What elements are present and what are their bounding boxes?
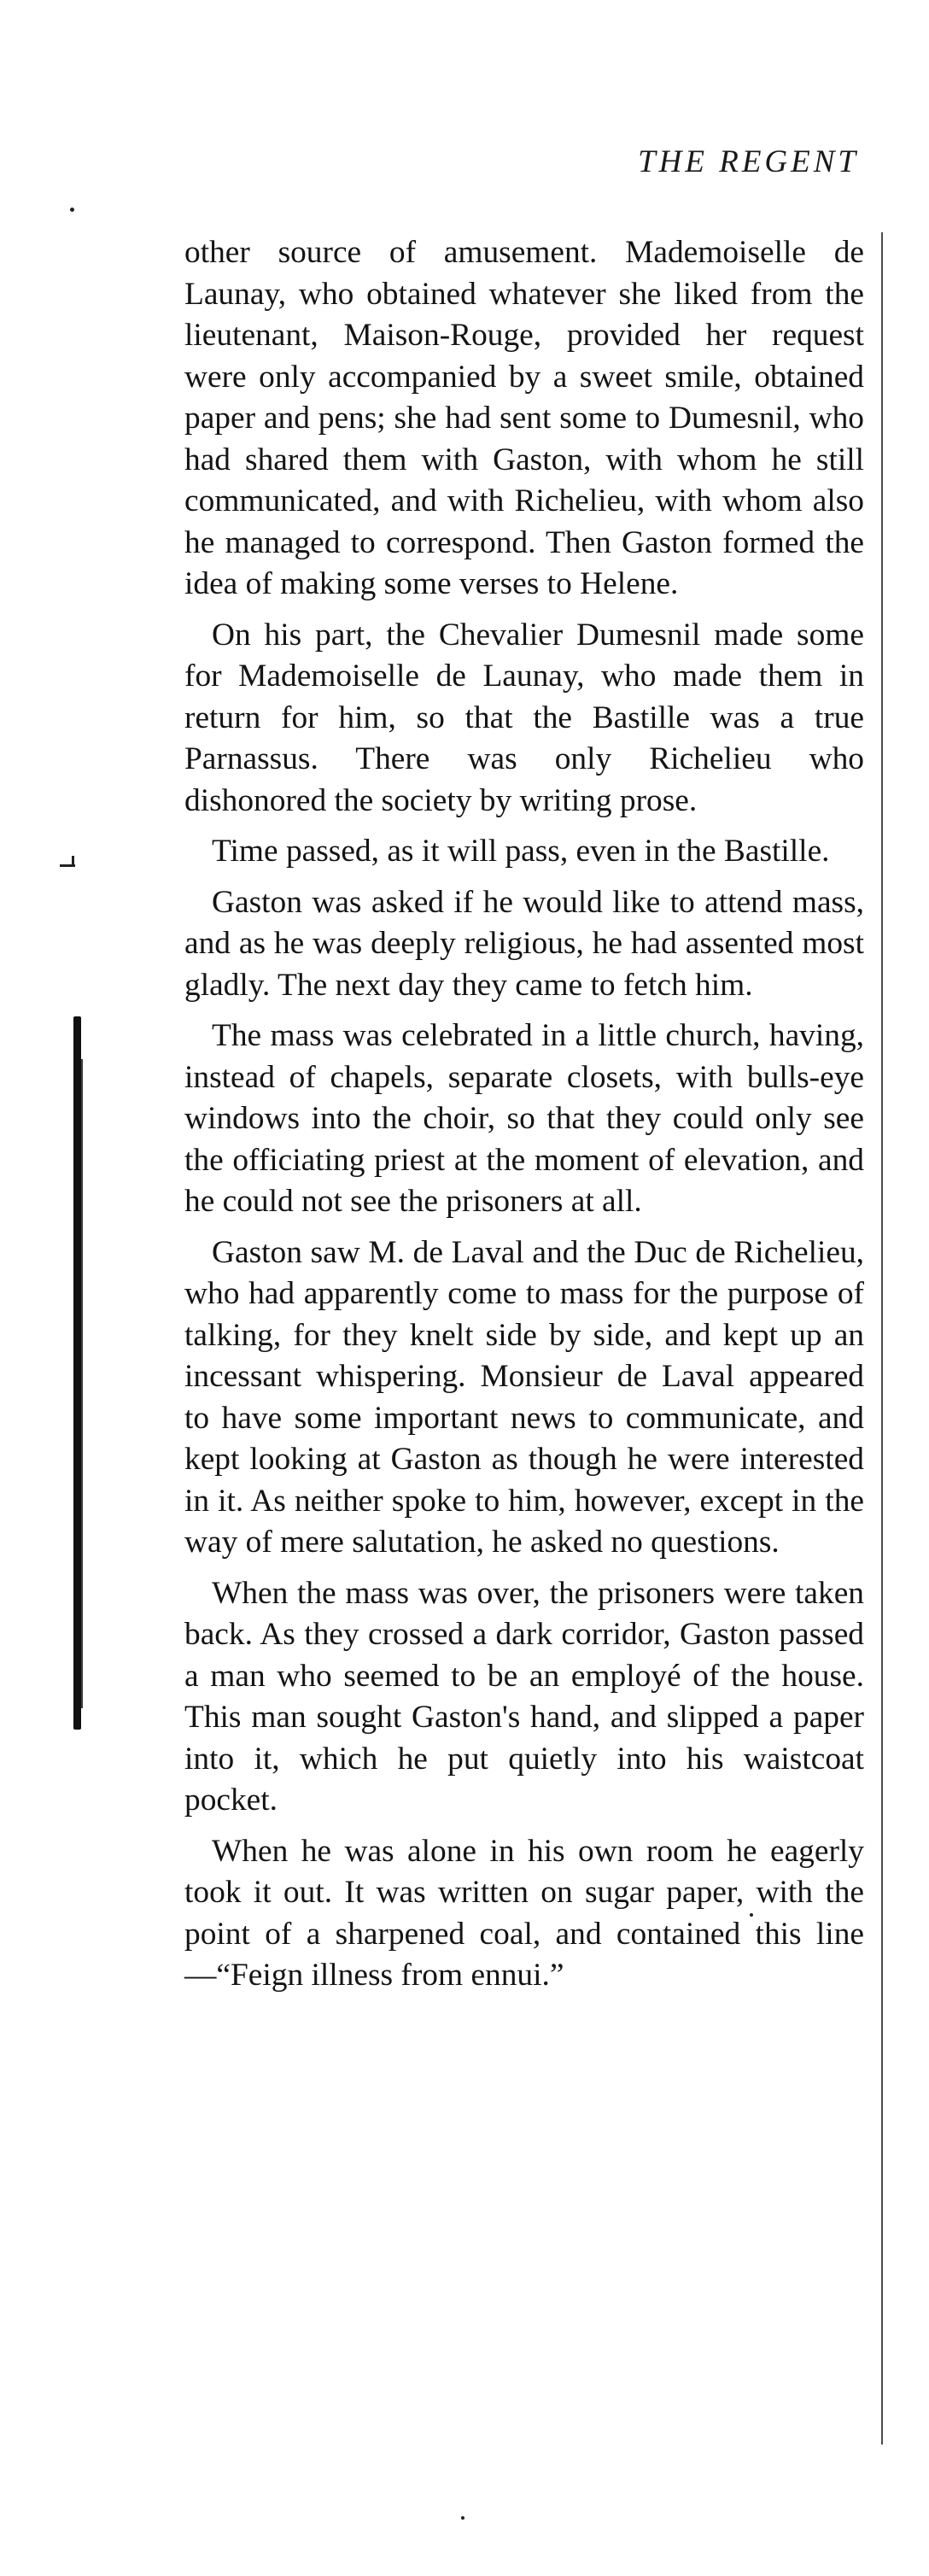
paragraph-3: Time passed, as it will pass, even in the Bastille.: [212, 834, 830, 869]
scan-mark: [72, 856, 74, 866]
running-head: THE REGENT: [638, 144, 859, 179]
left-margin-scan-line: [81, 1059, 83, 1708]
scan-speck: [461, 2516, 464, 2520]
paragraph-7: When the mass was over, the prisoners were taken back. As they crossed a dark corridor, Gaston passed a man who seemed to be an employé of the house. This man sought Gaston's hand, and slipped a paper into it, which he put quietly into his waistcoat pocket.: [184, 1575, 864, 1818]
paragraph-4: Gaston was asked if he would like to attend mass, and as he was deeply religious, he had assented most gladly. The next day they came to fetch him.: [184, 884, 864, 1003]
paragraph-8: When he was alone in his own room he eagerly took it out. It was written on sugar paper, with the point of a sharpened coal, and contained this line—“Feign illness from ennui.”: [184, 1833, 864, 1993]
left-margin-scan-bar: [73, 1016, 81, 1730]
paragraph-5: The mass was celebrated in a little church, having, instead of chapels, separate closets, with bulls-eye windows into the choir, so that they could only see the officiating priest at the moment of elevation, and he could not see the prisoners at all.: [184, 1018, 864, 1219]
scan-speck: [70, 208, 74, 212]
paragraph-6: Gaston saw M. de Laval and the Duc de Richelieu, who had apparently come to mass for the purpose of talking, for they knelt side by side, and kept up an incessant whispering. Monsieur de Laval appeared to have some important news to communicate, and kept looking at Gaston as though he were interested in it. As neither spoke to him, however, except in the way of mere salutation, he asked no questions.: [184, 1234, 864, 1560]
text-column: [184, 232, 864, 2006]
scan-speck: [750, 1913, 753, 1917]
right-margin-rule: [881, 232, 883, 2444]
paragraph-2: On his part, the Chevalier Dumesnil made some for Mademoiselle de Launay, who made them in return for him, so that the Bastille was a true Parnassus. There was only Richelieu who dishonored the society by writing prose.: [184, 617, 864, 818]
paragraph-1: other source of amusement. Mademoiselle de Launay, who obtained whatever she liked from the lieutenant, Maison-Rouge, provided her request were only accompanied by a sweet smile, obtained paper and pens; she had sent some to Dumesnil, who had shared them with Gaston, with whom he still communicated, and with Richelieu, with whom also he managed to correspond. Then Gaston formed the idea of making some verses to Helene.: [184, 235, 864, 601]
